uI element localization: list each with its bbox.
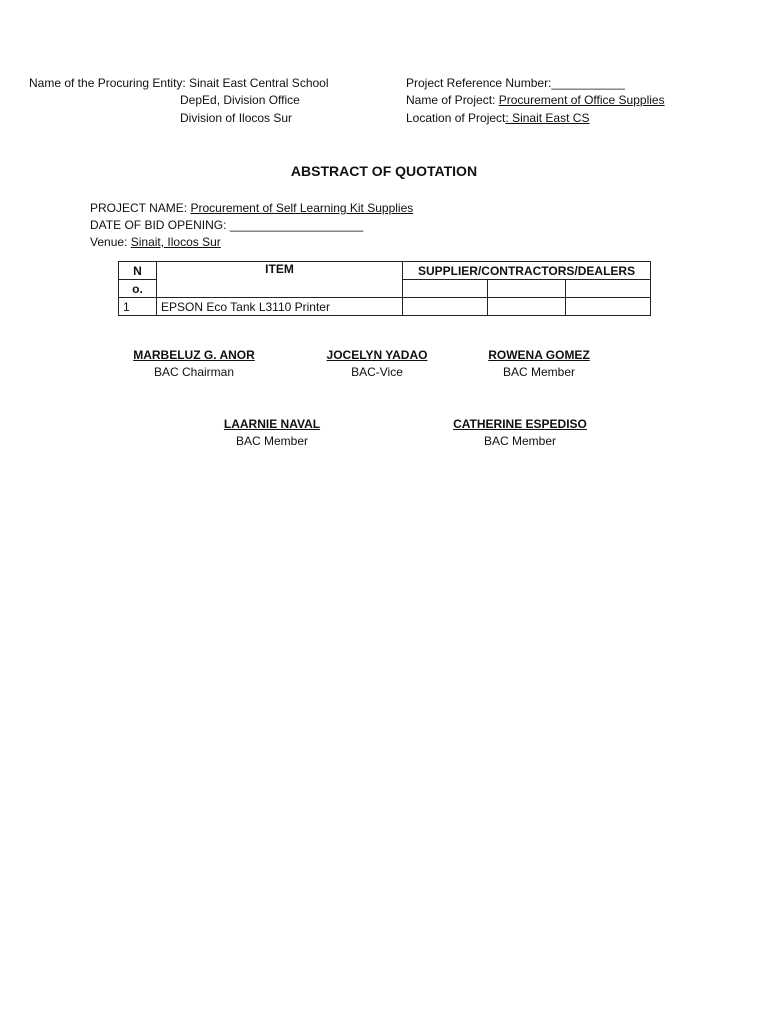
row-supplier-3: [566, 298, 651, 316]
signatory-member-2: [224, 416, 320, 450]
signatory-role: BAC Member: [502, 365, 576, 379]
detail-bid-date-label: DATE OF BID OPENING:: [90, 218, 227, 232]
project-reference-value: ___________: [551, 76, 625, 90]
table-header-row: [119, 262, 651, 280]
document-title: ABSTRACT OF QUOTATION: [290, 163, 478, 179]
quotation-table: [118, 261, 651, 316]
detail-project-name: [90, 200, 413, 217]
supplier-2-header-cell: [488, 280, 566, 298]
signatory-member-1: [488, 347, 590, 381]
row-item: EPSON Eco Tank L3110 Printer: [157, 298, 403, 316]
signatory-chairman: [133, 347, 255, 381]
detail-venue-label: Venue:: [90, 235, 128, 249]
signatory-member-3: [453, 416, 587, 450]
detail-project-name-value: Procurement of Self Learning Kit Supplies: [190, 201, 414, 215]
procuring-entity-label: Name of the Procuring Entity:: [29, 76, 186, 90]
signatory-name: CATHERINE ESPEDISO: [453, 417, 587, 431]
signatory-role: BAC Chairman: [153, 365, 235, 379]
project-location-label: Location of Project: [406, 111, 506, 125]
signatory-name: ROWENA GOMEZ: [488, 348, 590, 362]
detail-venue-value: Sinait, Ilocos Sur: [130, 235, 221, 249]
procuring-entity-line: [29, 75, 329, 92]
detail-project-name-label: PROJECT NAME:: [90, 201, 188, 215]
row-supplier-2: [488, 298, 566, 316]
project-name-label: Name of Project:: [406, 93, 496, 107]
signatory-name: JOCELYN YADAO: [326, 348, 428, 362]
detail-venue: [90, 234, 221, 251]
table-row: [119, 298, 651, 316]
header-item: ITEM: [157, 262, 403, 298]
supplier-3-header-cell: [566, 280, 651, 298]
project-name-line: [406, 92, 665, 109]
procuring-entity-line-3: Division of Ilocos Sur: [180, 111, 293, 125]
signatory-vice: [327, 347, 428, 381]
signatory-role: BAC-Vice: [351, 365, 403, 379]
header-no-bottom: o.: [119, 280, 157, 298]
header-suppliers: SUPPLIER/CONTRACTORS/DEALERS: [403, 262, 651, 280]
project-location-value: : Sinait East CS: [505, 111, 590, 125]
detail-bid-date: [90, 217, 363, 234]
signatory-role: BAC Member: [483, 434, 557, 448]
signatory-name: MARBELUZ G. ANOR: [133, 348, 255, 362]
header-no-top: N: [119, 262, 157, 280]
project-name-value: Procurement of Office Supplies: [498, 93, 665, 107]
project-location-line: [406, 110, 589, 127]
row-supplier-1: [403, 298, 488, 316]
signatory-role: BAC Member: [235, 434, 309, 448]
project-reference-line: [406, 75, 625, 92]
procuring-entity-value: Sinait East Central School: [189, 76, 329, 90]
signatory-name: LAARNIE NAVAL: [223, 417, 321, 431]
row-no: 1: [119, 298, 157, 316]
detail-bid-date-value: ____________________: [229, 218, 364, 232]
project-reference-label: Project Reference Number:: [406, 76, 552, 90]
supplier-1-header-cell: [403, 280, 488, 298]
procuring-entity-line-2: DepEd, Division Office: [180, 93, 300, 107]
